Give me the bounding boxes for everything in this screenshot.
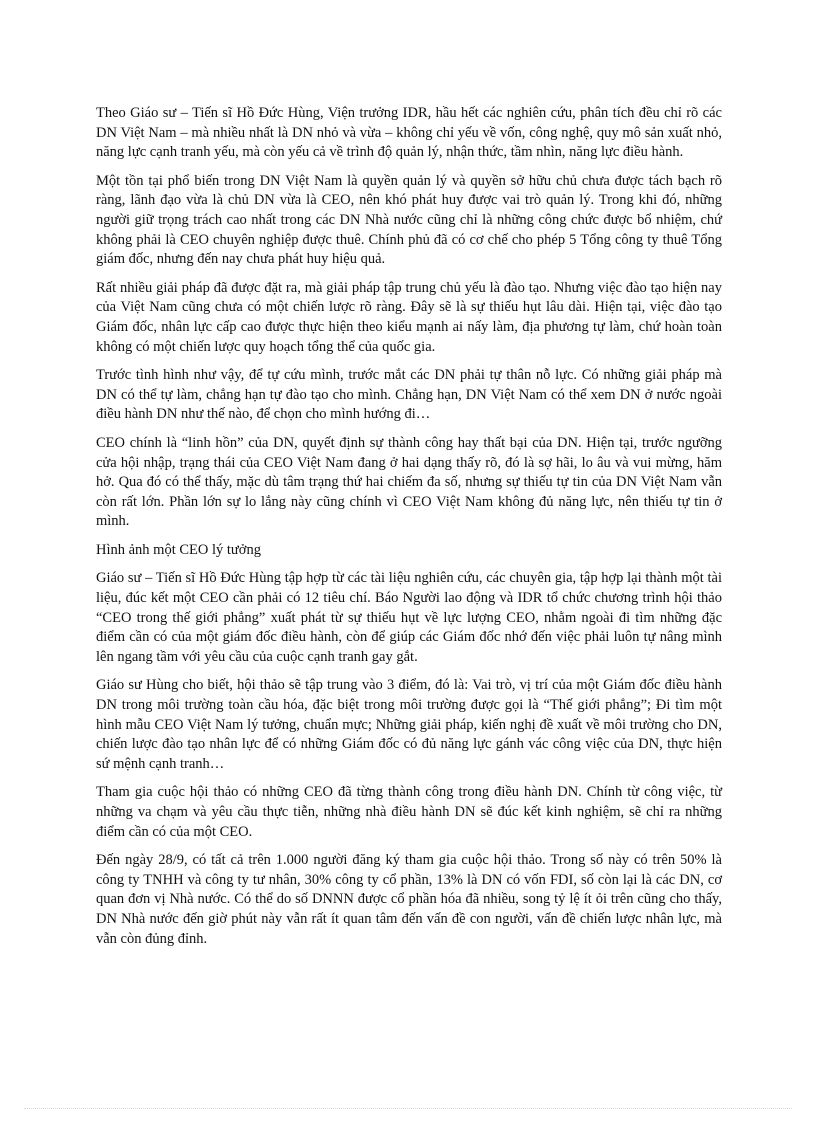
document-body bbox=[96, 104, 722, 958]
paragraph-ceo-soul: CEO chính là “linh hồn” của DN, quyết định sự thành công hay thất bại của DN. Hiện tại, trước ngưỡng cửa hội nhập, trạng thái của CEO Việt Nam đang ở hai dạng thấy rõ, đó là sợ hãi, lo âu và vui mừng, hăm hở. Qua đó có thể thấy, mặc dù tâm trạng thứ hai chiếm đa số, nhưng sự thiếu tự tin của DN Việt Nam vẫn còn rất lớn. Phần lớn sự lo lắng này cũng chính vì CEO Việt Nam không đủ năng lực, nên thiếu tự tin ở mình. bbox=[96, 434, 722, 530]
paragraph-training: Rất nhiều giải pháp đã được đặt ra, mà giải pháp tập trung chủ yếu là đào tạo. Nhưng việc đào tạo hiện nay của Việt Nam cũng chưa có một chiến lược rõ ràng. Đây sẽ là sự thiếu hụt lâu dài. Hiện tại, việc đào tạo Giám đốc, nhân lực cấp cao được thực hiện theo kiểu mạnh ai nấy làm, địa phương tự làm, chứ hoàn toàn không có một chiến lược quy hoạch tổng thể của quốc gia. bbox=[96, 279, 722, 355]
paragraph-criteria: Giáo sư – Tiến sĩ Hồ Đức Hùng tập hợp từ các tài liệu nghiên cứu, các chuyên gia, tập hợp lại thành một tài liệu, đúc kết một CEO cần phải có 12 tiêu chí. Báo Người lao động và IDR tổ chức chương trình hội thảo “CEO trong thế giới phẳng” xuất phát từ sự thiếu hụt về lực lượng CEO, nhằm ngoài đi tìm những đặc điểm cần có của một giám đốc điều hành, còn để giúp các Giám đốc nhớ đến việc phải luôn tự nâng mình lên ngang tầm với yêu cầu của cuộc cạnh tranh gay gắt. bbox=[96, 570, 722, 665]
section-heading: Hình ảnh một CEO lý tưởng bbox=[96, 541, 261, 558]
page-bottom-divider bbox=[24, 1108, 792, 1109]
paragraph-self-help: Trước tình hình như vậy, để tự cứu mình, trước mắt các DN phải tự thân nỗ lực. Có những giải pháp mà DN có thể tự làm, chẳng hạn tự đào tạo cho mình. Chẳng hạn, DN Việt Nam có thể xem DN ở nước ngoài điều hành DN như thế nào, để chọn cho mình hướng đi… bbox=[96, 367, 722, 423]
paragraph-workshop-focus: Giáo sư Hùng cho biết, hội thảo sẽ tập trung vào 3 điểm, đó là: Vai trò, vị trí của một Giám đốc điều hành DN trong môi trường toàn cầu hóa, đặc biệt trong môi trường được gọi là “Thế giới phẳng”; Đi tìm một hình mẫu CEO Việt Nam lý tưởng, chuẩn mực; Những giải pháp, kiến nghị đề xuất về môi trường cho DN, chiến lược đào tạo nhân lực để có những Giám đốc có đủ năng lực gánh vác công việc của DN, thực hiện sứ mệnh cạnh tranh… bbox=[96, 677, 722, 772]
paragraph-registration: Đến ngày 28/9, có tất cả trên 1.000 người đăng ký tham gia cuộc hội thảo. Trong số này có trên 50% là công ty TNHH và công ty tư nhân, 30% công ty cổ phần, 13% là DN có vốn FDI, số còn lại là các DN, cơ quan đơn vị Nhà nước. Có thể do số DNNN được cổ phần hóa đã nhiều, song tỷ lệ ít ỏi trên cũng cho thấy, DN Nhà nước đến giờ phút này vẫn rất ít quan tâm đến vấn đề con người, vấn đề chiến lược nhân lực, mà vẫn còn đủng đỉnh. bbox=[96, 852, 722, 947]
paragraph-ownership: Một tồn tại phổ biến trong DN Việt Nam là quyền quản lý và quyền sở hữu chủ chưa được tách bạch rõ ràng, lãnh đạo vừa là chủ DN vừa là CEO, nên khó phát huy được vai trò quản lý. Trong khi đó, những người giữ trọng trách cao nhất trong các DN Nhà nước cũng chỉ là những công chức được bổ nhiệm, chứ không phải là CEO chuyên nghiệp được thuê. Chính phủ đã có cơ chế cho phép 5 Tổng công ty thuê Tổng giám đốc, nhưng đến nay chưa phát huy hiệu quả. bbox=[96, 172, 722, 268]
paragraph-participants: Tham gia cuộc hội thảo có những CEO đã từng thành công trong điều hành DN. Chính từ công việc, từ những va chạm và yêu cầu thực tiễn, những nhà điều hành DN sẽ đúc kết kinh nghiệm, sẽ chỉ ra những điểm cần có của một CEO. bbox=[96, 784, 722, 840]
paragraph-intro: Theo Giáo sư – Tiến sĩ Hồ Đức Hùng, Viện trưởng IDR, hầu hết các nghiên cứu, phân tích đều chỉ rõ các DN Việt Nam – mà nhiều nhất là DN nhỏ và vừa – không chỉ yếu về vốn, công nghệ, quy mô sản xuất nhỏ, năng lực cạnh tranh yếu, mà còn yếu cả về trình độ quản lý, nhận thức, tầm nhìn, năng lực điều hành. bbox=[96, 105, 722, 161]
